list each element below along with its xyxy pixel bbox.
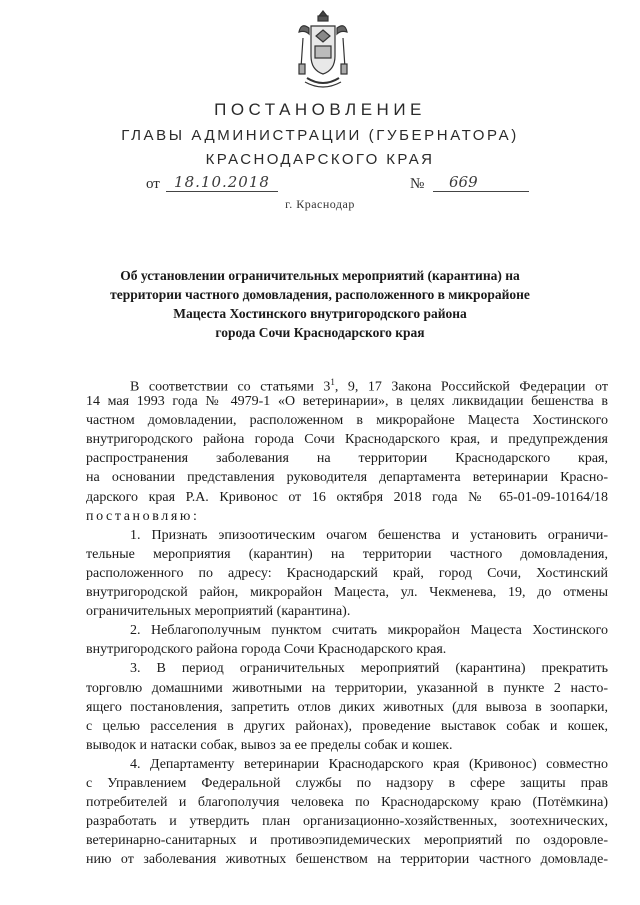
document-title [100,266,540,342]
paragraph-line: нию от заболевания животных бешенством на территории частного домовладе- [86,852,608,868]
date-prefix-label: от [146,176,160,192]
city-label: г. Краснодар [285,197,355,211]
paragraph-line: выводок и натаски собак, вывоз за ее пределы собак и кошек. [86,737,453,753]
number-label: № [410,176,425,192]
paragraph-line: ветеринарно-санитарных и противоэпидемических мероприятий по оздоровле- [86,833,608,849]
paragraph-line: распространения заболевания на территории Краснодарского края, [86,451,608,467]
title-line: Мацеста Хостинского внутригородского района [173,306,467,321]
paragraph-line: В соответствии со статьями $3^1$, 9, 17 Закона Российской Федерации от [130,377,608,395]
coat-of-arms-emblem [297,8,349,92]
paragraph-line: внутригородского района города Сочи Краснодарского края, и предупреждения [86,432,608,448]
paragraph-line: с Управлением Федеральной службы по надзору в сфере защиты прав [86,775,608,791]
document-body [86,373,608,869]
paragraph-line: ограничительных мероприятий (карантина). [86,604,351,620]
paragraph-line: на основании представления руководителя департамента ветеринарии Красно- [86,470,608,486]
region-heading: КРАСНОДАРСКОГО КРАЯ [205,151,435,168]
paragraph-line: тельные мероприятия (карантин) на территории частного домовладения, [86,546,608,562]
document-type-heading: ПОСТАНОВЛЕНИЕ [214,100,426,119]
paragraph-line: 1. Признать эпизоотическим очагом бешенства и установить ограничи- [130,527,608,543]
title-line: города Сочи Краснодарского края [215,325,425,340]
paragraph-line: 3. В период ограничительных мероприятий (карантина) прекратить [130,661,608,677]
paragraph-line: разработать и утвердить план организационно-хозяйственных, зоотехнических, [86,814,608,830]
paragraph-line: внутригородского района города Сочи Краснодарского края. [86,642,447,658]
paragraph-line: 14 мая 1993 года № 4979-1 «О ветеринарии», в целях ликвидации бешенства в [86,394,608,410]
paragraph-line: частном домовладении, расположенном в микрорайоне Мацеста Хостинского [86,413,608,429]
paragraph-line: расположенного по адресу: Краснодарский край, город Сочи, Хостинский [86,565,608,581]
document-number: 669 [433,173,529,192]
paragraph-line: дарского края Р.А. Кривонос от 16 октября 2018 года № 65-01-09-10164/18 [86,489,608,505]
paragraph-line: внутригородской район, микрорайон Мацеста, ул. Чекменева, 19, до отмены [86,585,608,601]
paragraph-line: потребителей и благополучия человека по Краснодарскому краю (Потёмкина) [86,795,608,811]
paragraph-line: ящего постановления, запретить отлов диких животных (для вывоза в зоопарки, [86,699,608,715]
title-line: Об установлении ограничительных мероприятий (карантина) на [120,268,520,283]
document-date: 18.10.2018 [166,173,278,192]
paragraph-line: 4. Департаменту ветеринарии Краснодарского края (Кривонос) совместно [130,756,608,772]
paragraph-line: 2. Неблагополучным пунктом считать микрорайон Мацеста Хостинского [130,623,608,639]
issuer-heading: ГЛАВЫ АДМИНИСТРАЦИИ (ГУБЕРНАТОРА) [121,127,519,144]
title-line: территории частного домовладения, расположенного в микрорайоне [110,287,530,302]
paragraph-line: торговлю домашними животными на территории, указанной в пункте 2 насто- [86,680,608,696]
resolve-word: постановляю: [86,508,200,524]
paragraph-line: с целью расселения в других районах), проведение выставок собак и кошек, [86,718,608,734]
